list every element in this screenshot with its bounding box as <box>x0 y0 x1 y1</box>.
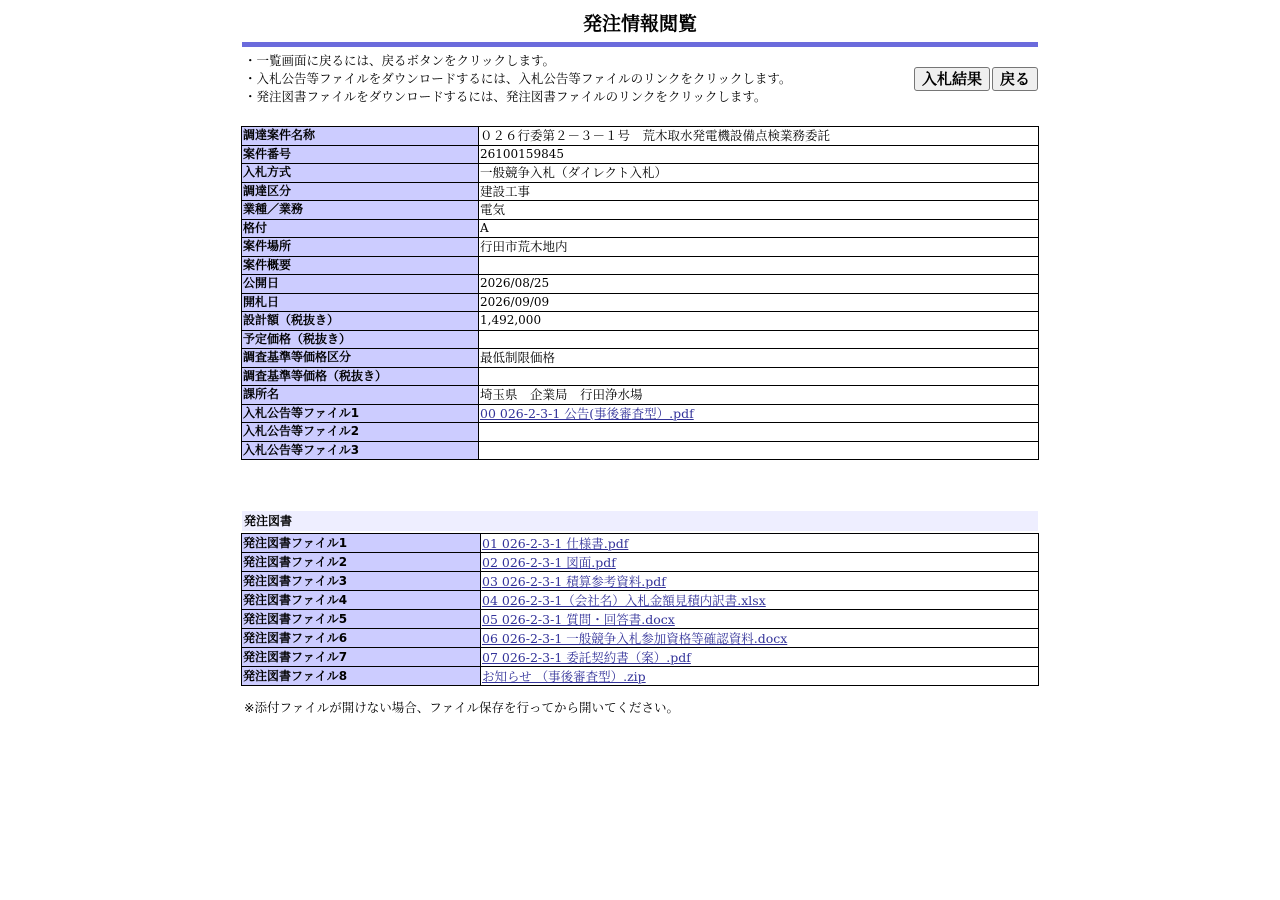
detail-value: 電気 <box>479 201 1039 220</box>
back-button[interactable]: 戻る <box>992 67 1038 91</box>
instructions-row <box>242 52 1038 122</box>
drawings-table <box>241 533 1039 686</box>
drawing-file-link[interactable]: 05 026-2-3-1 質問・回答書.docx <box>482 611 675 627</box>
detail-row <box>242 182 1039 201</box>
drawing-file-row <box>242 572 1039 591</box>
page-container <box>242 0 1038 715</box>
detail-value: 埼玉県 企業局 行田浄水場 <box>479 386 1039 405</box>
drawing-file-link[interactable]: お知らせ （事後審査型）.zip <box>482 668 646 684</box>
detail-row <box>242 404 1039 423</box>
detail-row <box>242 275 1039 294</box>
detail-label: 課所名 <box>242 386 479 405</box>
detail-value <box>479 404 1039 423</box>
drawing-file-row <box>242 591 1039 610</box>
instruction-item: ・一覧画面に戻るには、戻るボタンをクリックします。 <box>244 53 556 68</box>
detail-row <box>242 330 1039 349</box>
drawing-file-link[interactable]: 07 026-2-3-1 委託契約書（案）.pdf <box>482 649 691 665</box>
drawing-file-link[interactable]: 06 026-2-3-1 一般競争入札参加資格等確認資料.docx <box>482 630 788 646</box>
detail-label: 格付 <box>242 219 479 238</box>
detail-row <box>242 219 1039 238</box>
drawing-file-link[interactable]: 02 026-2-3-1 図面.pdf <box>482 554 616 570</box>
detail-value <box>479 367 1039 386</box>
drawing-file-label: 発注図書ファイル2 <box>242 553 481 572</box>
drawing-file-label: 発注図書ファイル5 <box>242 610 481 629</box>
detail-label: 調査基準等価格区分 <box>242 349 479 368</box>
drawing-file-cell <box>481 648 1039 667</box>
instruction-item: ・発注図書ファイルをダウンロードするには、発注図書ファイルのリンクをクリックします。 <box>244 89 767 104</box>
drawing-file-label: 発注図書ファイル7 <box>242 648 481 667</box>
detail-row <box>242 293 1039 312</box>
drawing-file-cell <box>481 629 1039 648</box>
detail-row <box>242 441 1039 460</box>
detail-row <box>242 349 1039 368</box>
detail-label: 調達区分 <box>242 182 479 201</box>
detail-label: 案件概要 <box>242 256 479 275</box>
drawing-file-cell <box>481 610 1039 629</box>
detail-row <box>242 164 1039 183</box>
detail-label: 予定価格（税抜き） <box>242 330 479 349</box>
drawing-file-label: 発注図書ファイル3 <box>242 572 481 591</box>
detail-value: 建設工事 <box>479 182 1039 201</box>
drawing-file-row <box>242 648 1039 667</box>
detail-value: 最低制限価格 <box>479 349 1039 368</box>
drawing-file-label: 発注図書ファイル6 <box>242 629 481 648</box>
drawing-file-cell <box>481 572 1039 591</box>
detail-row <box>242 367 1039 386</box>
detail-label: 調査基準等価格（税抜き） <box>242 367 479 386</box>
page-title: 発注情報閲覧 <box>582 13 697 35</box>
detail-label: 業種／業務 <box>242 201 479 220</box>
detail-label: 設計額（税抜き） <box>242 312 479 331</box>
details-table <box>241 126 1039 460</box>
detail-label: 案件番号 <box>242 145 479 164</box>
detail-label: 入札公告等ファイル1 <box>242 404 479 423</box>
detail-label: 入札公告等ファイル2 <box>242 423 479 442</box>
detail-row <box>242 256 1039 275</box>
detail-value: 2026/08/25 <box>479 275 1039 294</box>
detail-row <box>242 127 1039 146</box>
detail-row <box>242 238 1039 257</box>
detail-value: 行田市荒木地内 <box>479 238 1039 257</box>
detail-label: 調達案件名称 <box>242 127 479 146</box>
drawing-file-cell <box>481 534 1039 553</box>
drawing-file-label: 発注図書ファイル4 <box>242 591 481 610</box>
drawings-section-header: 発注図書 <box>242 511 1038 531</box>
drawing-file-row <box>242 667 1039 686</box>
detail-value: 2026/09/09 <box>479 293 1039 312</box>
title-divider <box>242 42 1038 47</box>
detail-value: 26100159845 <box>479 145 1039 164</box>
detail-value <box>479 441 1039 460</box>
detail-label: 入札方式 <box>242 164 479 183</box>
notice-file-link[interactable]: 00 026-2-3-1 公告(事後審査型）.pdf <box>480 405 694 421</box>
detail-label: 入札公告等ファイル3 <box>242 441 479 460</box>
detail-value <box>479 256 1039 275</box>
detail-row <box>242 201 1039 220</box>
detail-value: ０２６行委第２－３－１号 荒木取水発電機設備点検業務委託 <box>479 127 1039 146</box>
detail-label: 開札日 <box>242 293 479 312</box>
footer-note: ※添付ファイルが開けない場合、ファイル保存を行ってから開いてください。 <box>244 700 679 715</box>
detail-value: 1,492,000 <box>479 312 1039 331</box>
detail-value <box>479 330 1039 349</box>
detail-row <box>242 145 1039 164</box>
drawing-file-row <box>242 629 1039 648</box>
drawing-file-cell <box>481 553 1039 572</box>
detail-label: 公開日 <box>242 275 479 294</box>
action-buttons <box>912 67 1038 91</box>
drawing-file-label: 発注図書ファイル8 <box>242 667 481 686</box>
detail-value: A <box>479 219 1039 238</box>
bid-result-button[interactable]: 入札結果 <box>914 67 990 91</box>
drawing-file-cell <box>481 667 1039 686</box>
detail-value: 一般競争入札（ダイレクト入札） <box>479 164 1039 183</box>
drawing-file-row <box>242 553 1039 572</box>
drawing-file-label: 発注図書ファイル1 <box>242 534 481 553</box>
detail-value <box>479 423 1039 442</box>
drawing-file-cell <box>481 591 1039 610</box>
drawing-file-row <box>242 534 1039 553</box>
detail-label: 案件場所 <box>242 238 479 257</box>
drawing-file-row <box>242 610 1039 629</box>
instruction-item: ・入札公告等ファイルをダウンロードするには、入札公告等ファイルのリンクをクリックします。 <box>244 71 792 86</box>
drawing-file-link[interactable]: 04 026-2-3-1（会社名）入札金額見積内訳書.xlsx <box>482 592 766 608</box>
detail-row <box>242 423 1039 442</box>
drawing-file-link[interactable]: 03 026-2-3-1 積算参考資料.pdf <box>482 573 666 589</box>
detail-row <box>242 312 1039 331</box>
drawing-file-link[interactable]: 01 026-2-3-1 仕様書.pdf <box>482 535 629 551</box>
detail-row <box>242 386 1039 405</box>
